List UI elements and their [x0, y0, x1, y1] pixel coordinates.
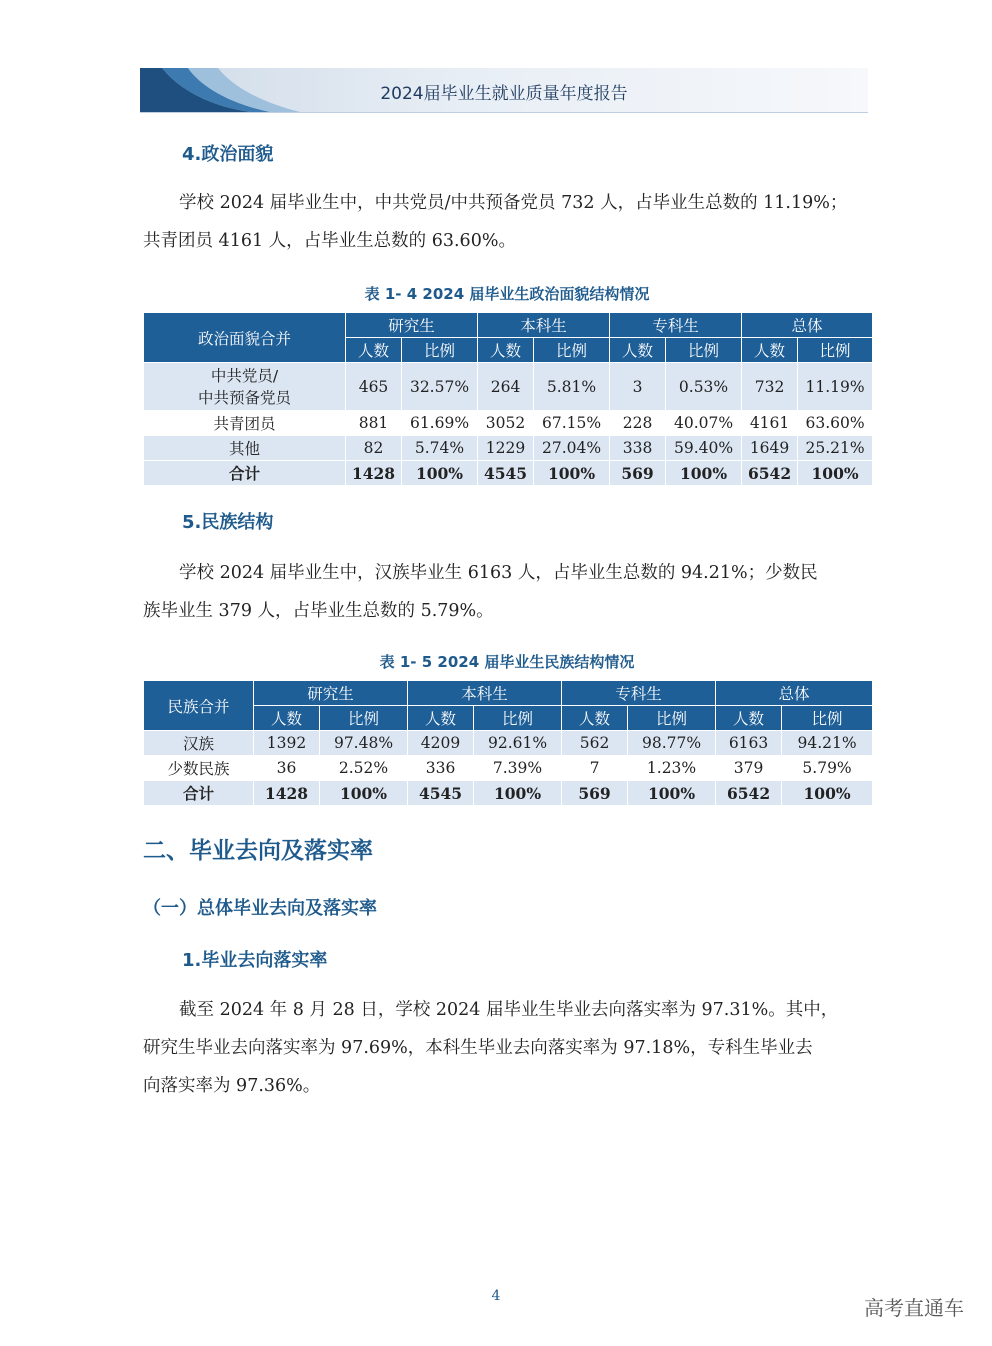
table-total-row [144, 781, 873, 806]
paragraph-line: 学校 2024 届毕业生中，汉族毕业生 6163 人，占毕业生总数的 94.21%；少数民 [179, 563, 818, 583]
paragraph-ethnic [143, 554, 878, 630]
table-cell: 1.23% [628, 756, 716, 781]
table-cell: 1392 [254, 731, 320, 756]
table-group-header: 总体 [716, 681, 873, 706]
table-sub-header: 比例 [534, 338, 610, 363]
row-label: 共青团员 [144, 411, 346, 436]
table-sub-header: 人数 [610, 338, 666, 363]
table-sub-header: 比例 [628, 706, 716, 731]
table-cell: 100% [534, 461, 610, 486]
section-heading-ethnic: 5.民族结构 [182, 512, 274, 533]
row-label: 少数民族 [144, 756, 254, 781]
table-cell: 4545 [478, 461, 534, 486]
table-cell: 100% [782, 781, 873, 806]
table-sub-header: 比例 [474, 706, 562, 731]
table-sub-header: 人数 [742, 338, 798, 363]
table-sub-header: 人数 [408, 706, 474, 731]
table-group-header: 本科生 [408, 681, 562, 706]
table-group-header: 研究生 [254, 681, 408, 706]
item-heading: 1.毕业去向落实率 [182, 950, 328, 971]
table-cell: 4209 [408, 731, 474, 756]
table-cell: 465 [346, 363, 402, 411]
table-group-header: 本科生 [478, 313, 610, 338]
table-cell: 1428 [346, 461, 402, 486]
table-row [144, 436, 873, 461]
paragraph-line: 族毕业生 379 人，占毕业生总数的 5.79%。 [143, 601, 494, 621]
table-header-category: 政治面貌合并 [144, 313, 346, 363]
table-cell: 98.77% [628, 731, 716, 756]
table-cell: 32.57% [402, 363, 478, 411]
table-cell: 881 [346, 411, 402, 436]
table-header-category: 民族合并 [144, 681, 254, 731]
table-cell: 7.39% [474, 756, 562, 781]
table-cell: 7 [562, 756, 628, 781]
table-cell: 4545 [408, 781, 474, 806]
table-cell: 100% [628, 781, 716, 806]
table-cell: 36 [254, 756, 320, 781]
subsection-heading: （一）总体毕业去向及落实率 [143, 898, 377, 919]
table-cell: 63.60% [798, 411, 873, 436]
table-row [144, 411, 873, 436]
table-sub-header: 人数 [716, 706, 782, 731]
table-group-header: 专科生 [610, 313, 742, 338]
table-cell: 569 [610, 461, 666, 486]
table-cell: 100% [666, 461, 742, 486]
table-sub-header: 比例 [782, 706, 873, 731]
paragraph-line: 共青团员 4161 人，占毕业生总数的 63.60%。 [143, 231, 516, 251]
table-cell: 82 [346, 436, 402, 461]
table-row [144, 731, 873, 756]
table-cell: 3 [610, 363, 666, 411]
table-cell: 6542 [716, 781, 782, 806]
row-label: 其他 [144, 436, 346, 461]
row-label-line: 中共预备党员 [197, 388, 291, 407]
table-cell: 3052 [478, 411, 534, 436]
table-row [144, 756, 873, 781]
table-cell: 228 [610, 411, 666, 436]
table-row [144, 363, 873, 411]
table-cell: 11.19% [798, 363, 873, 411]
section-heading-political: 4.政治面貌 [182, 144, 274, 165]
table-sub-header: 比例 [402, 338, 478, 363]
table-cell: 25.21% [798, 436, 873, 461]
table-caption-ethnic: 表 1- 5 2024 届毕业生民族结构情况 [379, 653, 635, 671]
table-cell: 1229 [478, 436, 534, 461]
table-sub-header: 比例 [666, 338, 742, 363]
table-total-row [144, 461, 873, 486]
table-cell: 40.07% [666, 411, 742, 436]
table-cell: 6163 [716, 731, 782, 756]
page-number: 4 [491, 1288, 501, 1304]
table-cell: 100% [474, 781, 562, 806]
table-cell: 5.79% [782, 756, 873, 781]
row-label: 合计 [144, 461, 346, 486]
table-cell: 100% [402, 461, 478, 486]
table-cell: 5.81% [534, 363, 610, 411]
table-sub-header: 人数 [562, 706, 628, 731]
table-sub-header: 比例 [320, 706, 408, 731]
table-cell: 562 [562, 731, 628, 756]
paragraph-line: 研究生毕业去向落实率为 97.69%，本科生毕业去向落实率为 97.18%，专科生毕业去 [143, 1038, 813, 1058]
row-label: 合计 [144, 781, 254, 806]
row-label [144, 363, 346, 411]
table-cell: 732 [742, 363, 798, 411]
table-cell: 5.74% [402, 436, 478, 461]
table-cell: 1428 [254, 781, 320, 806]
table-cell: 338 [610, 436, 666, 461]
table-caption-political: 表 1- 4 2024 届毕业生政治面貌结构情况 [364, 285, 650, 303]
table-cell: 94.21% [782, 731, 873, 756]
table-sub-header: 比例 [798, 338, 873, 363]
table-cell: 4161 [742, 411, 798, 436]
table-cell: 569 [562, 781, 628, 806]
paragraph-placement-rate [143, 991, 878, 1105]
paragraph-line: 学校 2024 届毕业生中，中共党员/中共预备党员 732 人，占毕业生总数的 11.19%； [179, 193, 848, 213]
row-label: 汉族 [144, 731, 254, 756]
table-sub-header: 人数 [346, 338, 402, 363]
paragraph-line: 向落实率为 97.36%。 [143, 1076, 321, 1096]
table-cell: 100% [798, 461, 873, 486]
table-cell: 1649 [742, 436, 798, 461]
page-header [140, 68, 868, 114]
table-cell: 2.52% [320, 756, 408, 781]
table-group-header: 研究生 [346, 313, 478, 338]
chapter-heading: 二、毕业去向及落实率 [143, 838, 373, 864]
table-group-header: 总体 [742, 313, 873, 338]
table-cell: 0.53% [666, 363, 742, 411]
row-label-line: 中共党员/ [210, 366, 279, 385]
header-title: 2024届毕业生就业质量年度报告 [380, 84, 628, 104]
table-cell: 59.40% [666, 436, 742, 461]
watermark-text: 高考直通车 [864, 1296, 964, 1320]
paragraph-political [143, 184, 878, 260]
table-sub-header: 人数 [478, 338, 534, 363]
table-cell: 67.15% [534, 411, 610, 436]
table-cell: 92.61% [474, 731, 562, 756]
table-cell: 336 [408, 756, 474, 781]
table-cell: 264 [478, 363, 534, 411]
paragraph-line: 截至 2024 年 8 月 28 日，学校 2024 届毕业生毕业去向落实率为 97.31%。其中， [179, 1000, 839, 1020]
table-cell: 61.69% [402, 411, 478, 436]
political-status-table [143, 312, 873, 486]
table-cell: 100% [320, 781, 408, 806]
table-cell: 6542 [742, 461, 798, 486]
ethnic-structure-table [143, 680, 873, 806]
table-cell: 379 [716, 756, 782, 781]
table-cell: 97.48% [320, 731, 408, 756]
table-sub-header: 人数 [254, 706, 320, 731]
table-cell: 27.04% [534, 436, 610, 461]
table-group-header: 专科生 [562, 681, 716, 706]
